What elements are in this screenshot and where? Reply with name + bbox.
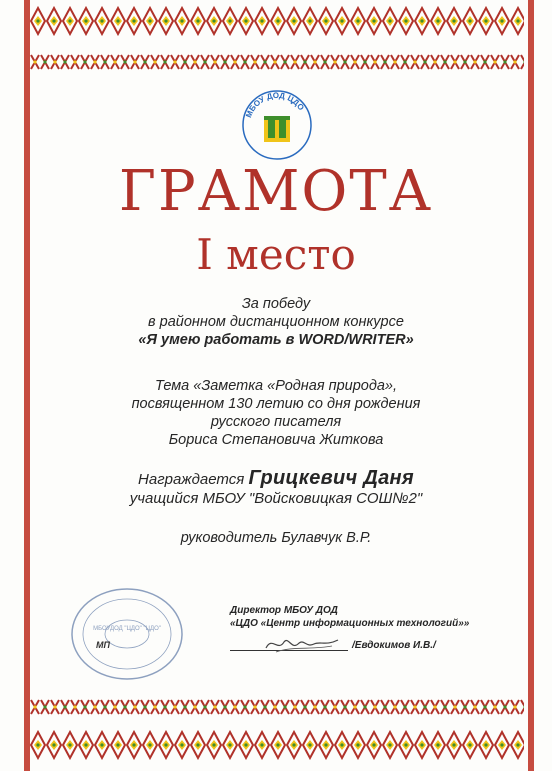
place-heading: I место (196, 230, 356, 279)
stamp-text: МБОУДОД "ЦДО" "ЦДО" (93, 626, 161, 632)
award-line (0, 467, 552, 490)
director-name: /Евдокимов И.В./ (352, 640, 436, 651)
bottom-ornament-strip (30, 697, 524, 717)
ornament-diamond-pattern (30, 6, 524, 36)
bottom-ornament-band (30, 730, 524, 760)
certificate-title: ГРАМОТА (118, 159, 434, 224)
awardee-school: учащийся МБОУ "Войсковицкая СОШ№2" (129, 490, 423, 507)
contest-line-2: в районном дистанционном конкурсе (148, 314, 404, 330)
contest-line-3: «Я умею работать в WORD/WRITER» (138, 332, 414, 348)
top-ornament-strip (30, 52, 524, 72)
top-ornament-band (30, 6, 524, 36)
svg-text:МБОУ ДОД ЦДО (244, 91, 306, 119)
logo-arc-text: МБОУ ДОД ЦДО (244, 90, 306, 119)
topic-line-1: Тема «Заметка «Родная природа», (154, 378, 398, 394)
director-title: Директор МБОУ ДОД (230, 605, 338, 616)
contest-line-1: За победу (241, 296, 311, 312)
topic-line-2: посвященном 130 летию со дня рождения (131, 396, 421, 412)
cdo-logo-icon (240, 88, 314, 162)
award-prefix: Награждается (138, 471, 245, 488)
official-stamp (68, 585, 186, 683)
director-block (230, 604, 469, 630)
stamp-mark: МП (96, 640, 110, 650)
topic-line-4: Бориса Степановича Житкова (168, 432, 384, 448)
ornament-cross-pattern (30, 697, 524, 717)
handwritten-signature (262, 632, 342, 656)
topic-line-3: русского писателя (210, 414, 342, 430)
director-org: «ЦДО «Центр информационных технологий»» (230, 618, 470, 629)
supervisor-line: руководитель Булавчук В.Р. (180, 530, 372, 546)
ornament-diamond-pattern (30, 730, 524, 760)
awardee-name: Грицкевич Даня (248, 467, 414, 489)
ornament-cross-pattern (30, 52, 524, 72)
